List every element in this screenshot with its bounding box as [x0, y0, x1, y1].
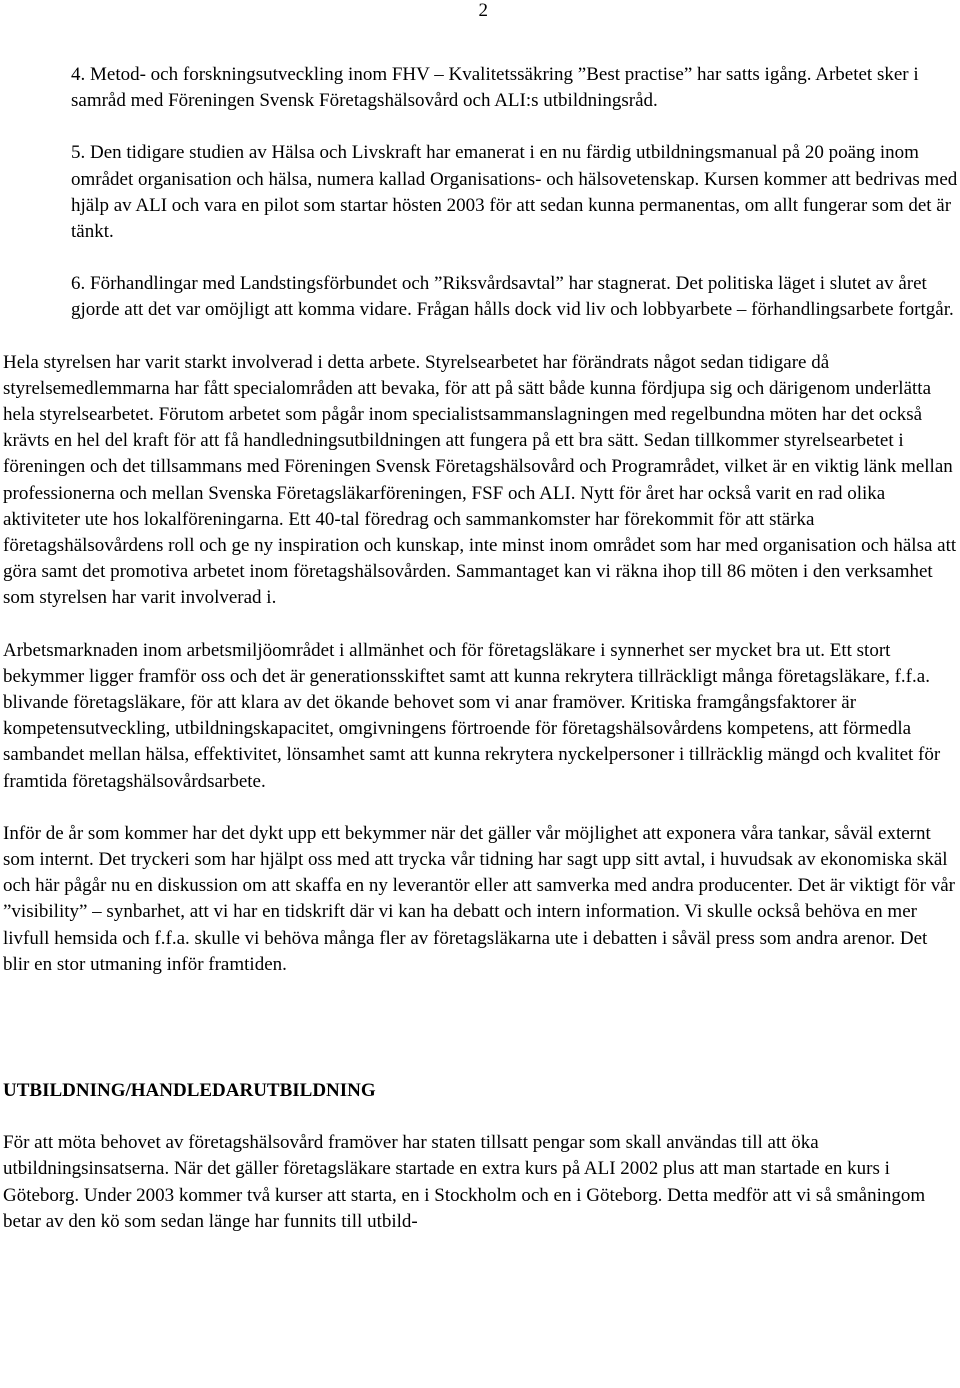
numbered-list	[71, 62, 958, 324]
paragraph-education: För att möta behovet av företagshälsovård framöver har staten tillsatt pengar som skall användas till att öka utbildningsinsatserna. När det gäller företagsläkare startade en extra kurs på ALI 2002 plus att man startade en kurs i Göteborg. Under 2003 kommer två kurser att starta, en i Stockholm och en i Göteborg. Detta medför att vi så småningom betar av den kö som sedan länge har funnits till utbild-	[3, 1132, 926, 1232]
document-body	[3, 62, 958, 1261]
list-item-5: 5. Den tidigare studien av Hälsa och Livskraft har emanerat i en nu färdig utbildningsmanual på 20 poäng inom området organisation och hälsa, numera kallad Organisations- och hälsovetenskap. Kursen kommer att bedrivas med hjälp av ALI och vara en pilot som startar hösten 2003 för att sedan kunna permanentas, om allt fungerar som det är tänkt.	[71, 142, 958, 243]
paragraph-labour-market: Arbetsmarknaden inom arbetsmiljöområdet i allmänhet och för företagsläkare i synnerhet ser mycket bra ut. Ett stort bekymmer ligger framför oss och det är generationsskiftet samt att kunna rekrytera tillräckligt många företagsläkare, f.f.a. blivande företagsläkare, för att klara av det ökande behovet som vi anar framöver. Kritiska framgångsfaktorer är kompetensutveckling, utbildningskapacitet, omgivningens förtroende för företagshälsovårdens kompetens, att förmedla sambandet mellan hälsa, effektivitet, lönsamhet samt att kunna rekrytera nyckelpersoner i tillräcklig mängd och kvalitet för framtida företagshälsovårdsarbete.	[3, 639, 941, 792]
page-number: 2	[478, 0, 488, 21]
paragraph-future-exposure: Inför de år som kommer har det dykt upp ett bekymmer när det gäller vår möjlighet att exponera våra tankar, såväl externt som internt. Det tryckeri som har hjälpt oss med att trycka vår tidning har sagt upp sitt avtal, i huvudsak av ekonomiska skäl och här pågår nu en diskussion om att skaffa en ny leverantör eller att samverka med andra producenter. Det är viktigt för vår ”visibility” – synbarhet, att vi har en tidskrift där vi kan ha debatt och intern information. Vi skulle också behöva en mer livfull hemsida och f.f.a. skulle vi behöva många fler av företagsläkarna ute i debatten i såväl press som andra arenor. Det blir en stor utmaning inför framtiden.	[3, 822, 955, 975]
section-spacer	[3, 1004, 958, 1078]
list-item-4: 4. Metod- och forskningsutveckling inom FHV – Kvalitetssäkring ”Best practise” har satts igång. Arbetet sker i samråd med Föreningen Svensk Företagshälsovård och ALI:s utbildningsråd.	[71, 64, 919, 112]
paragraph-board-work: Hela styrelsen har varit starkt involverad i detta arbete. Styrelsearbetet har förändrats något sedan tidigare då styrelsemedlemmarna har fått specialområden att bevaka, för att på sätt både kunna fördjupa sig och därigenom underlätta hela styrelsearbetet. Förutom arbetet som pågår inom specialistsammanslagningen med regelbundna möten har det också krävts en hel del kraft för att få handledningsutbildningen att fungera på ett bra sätt. Sedan tillkommer styrelsearbetet i föreningen och det tillsammans med Föreningen Svensk Företagshälsovård och Programrådet, vilket är en viktig länk mellan professionerna och mellan Svenska Företagsläkarföreningen, FSF och ALI. Nytt för året har också varit en rad olika aktiviteter ute hos lokalföreningarna. Ett 40-tal föredrag och sammankomster har förekommit för att stärka företagshälsovårdens roll och ge ny inspiration och kunskap, inte minst inom området som har med organisation och hälsa att göra samt det promotiva arbetet inom företagshälsovården. Sammantaget kan vi räkna ihop till 86 möten i den verksamhet som styrelsen har varit involverad i.	[3, 351, 957, 609]
section-heading: UTBILDNING/HANDLEDARUTBILDNING	[3, 1080, 376, 1102]
list-item-6: 6. Förhandlingar med Landstingsförbundet och ”Riksvårdsavtal” har stagnerat. Det politiska läget i slutet av året gjorde att det var omöjligt att komma vidare. Frågan hålls dock vid liv och lobbyarbete – förhandlingsarbete fortgår.	[71, 273, 954, 321]
